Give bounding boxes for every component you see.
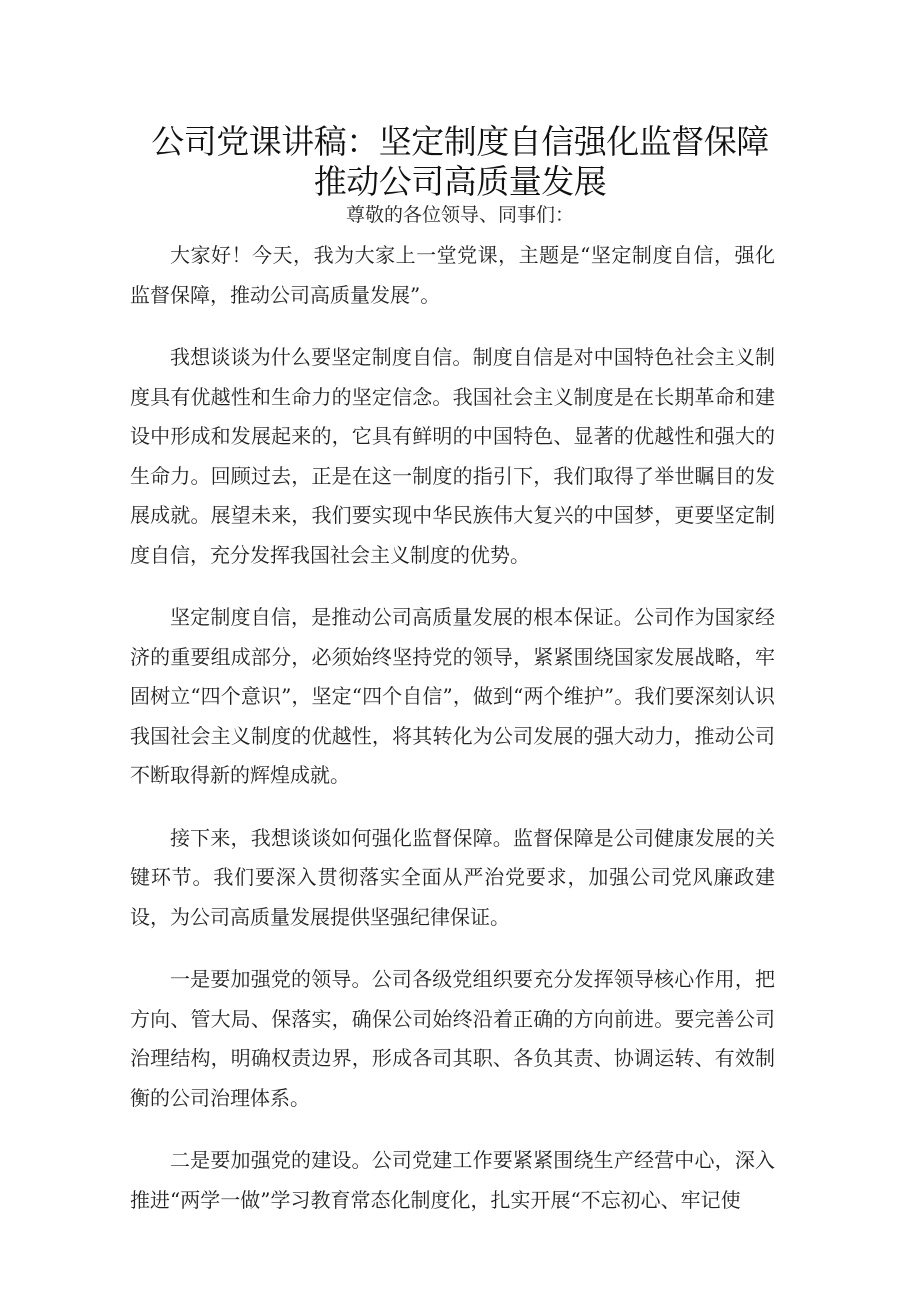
paragraph-1: 大家好！今天，我为大家上一堂党课，主题是“坚定制度自信，强化监督保障，推动公司高质量发展”。	[130, 243, 775, 307]
paragraph-5: 一是要加强党的领导。公司各级党组织要充分发挥领导核心作用，把方向、管大局、保落实，确保公司始终沿着正确的方向前进。要完善公司治理结构，明确权责边界，形成各司其职、各负其责、协调运转、有效制衡的公司治理体系。	[130, 967, 775, 1110]
document-title-line-1: 公司党课讲稿：坚定制度自信强化监督保障	[151, 122, 769, 161]
salutation: 尊敬的各位领导、同事们：	[345, 204, 574, 226]
paragraph-6: 二是要加强党的建设。公司党建工作要紧紧围绕生产经营中心，深入推进“两学一做”学习教育常态化制度化，扎实开展“不忘初心、牢记使	[130, 1148, 775, 1212]
document-title-line-2: 推动公司高质量发展	[313, 162, 607, 201]
paragraph-4: 接下来，我想谈谈如何强化监督保障。监督保障是公司健康发展的关键环节。我们要深入贯彻落实全面从严治党要求，加强公司党风廉政建设，为公司高质量发展提供坚强纪律保证。	[130, 825, 775, 929]
document-body	[130, 236, 775, 1243]
paragraph-2: 我想谈谈为什么要坚定制度自信。制度自信是对中国特色社会主义制度具有优越性和生命力的坚定信念。我国社会主义制度是在长期革命和建设中形成和发展起来的，它具有鲜明的中国特色、显著的优越性和强大的生命力。回顾过去，正是在这一制度的指引下，我们取得了举世瞩目的发展成就。展望未来，我们要实现中华民族伟大复兴的中国梦，更要坚定制度自信，充分发挥我国社会主义制度的优势。	[130, 345, 775, 567]
paragraph-3: 坚定制度自信，是推动公司高质量发展的根本保证。公司作为国家经济的重要组成部分，必须始终坚持党的领导，紧紧围绕国家发展战略，牢固树立“四个意识”，坚定“四个自信”，做到“两个维护”。我们要深刻认识我国社会主义制度的优越性，将其转化为公司发展的强大动力，推动公司不断取得新的辉煌成就。	[130, 605, 775, 787]
